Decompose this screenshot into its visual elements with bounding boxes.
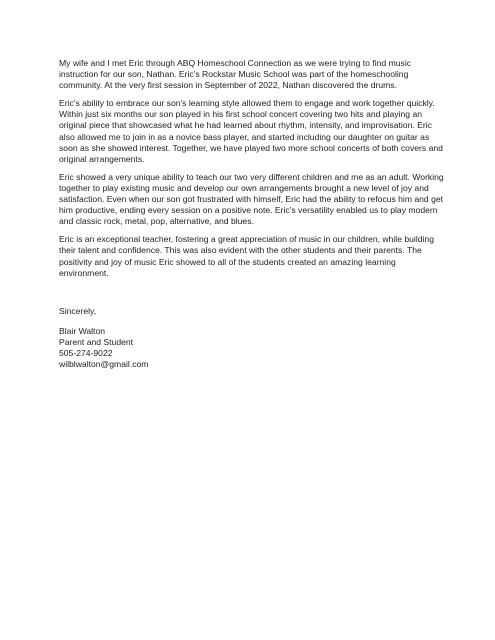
letter-paragraph-4: Eric is an exceptional teacher, fostering a great appreciation of music in our children, while building their talent and confidence. This was also evident with the other students and their parents. The positivity and joy of music Eric showed to all of the students created an amazing learning environment. — [59, 234, 434, 278]
letter-paragraph-2: Eric's ability to embrace our son's learning style allowed them to engage and work together quickly. Within just six months our son played in his first school concert covering two hits and playing an original piece that showcased what he had learned about rhythm, intensity, and improvisation. Eric also allowed me to join in as a novice bass player, and started including our daughter on guitar as soon as she showed interest. Together, we have played two more school concerts of both covers and original arrangements. — [59, 98, 443, 164]
signature-block — [59, 326, 444, 370]
signer-email: wilblwalton@gmail.com — [59, 359, 149, 370]
signer-name: Blair Walton — [59, 325, 106, 336]
letter-body — [59, 58, 444, 370]
signer-phone: 505-274-9022 — [59, 347, 113, 358]
letter-paragraph-1: My wife and I met Eric through ABQ Homeschool Connection as we were trying to find music instruction for our son, Nathan. Eric's Rockstar Music School was part of the homeschooling community. At the very first session in September of 2022, Nathan discovered the drums. — [59, 58, 412, 91]
signer-title: Parent and Student — [59, 336, 134, 347]
letter-paragraph-3: Eric showed a very unique ability to teach our two very different children and me as an adult. Working together to play existing music and develop our own arrangements brought a new level of joy and satisfaction. Even when our son got frustrated with himself, Eric had the ability to refocus him and get him productive, ending every session on a positive note. Eric's versatility enabled us to play modern and classic rock, metal, pop, alternative, and blues. — [59, 171, 444, 227]
letter-closing: Sincerely, — [59, 305, 97, 316]
